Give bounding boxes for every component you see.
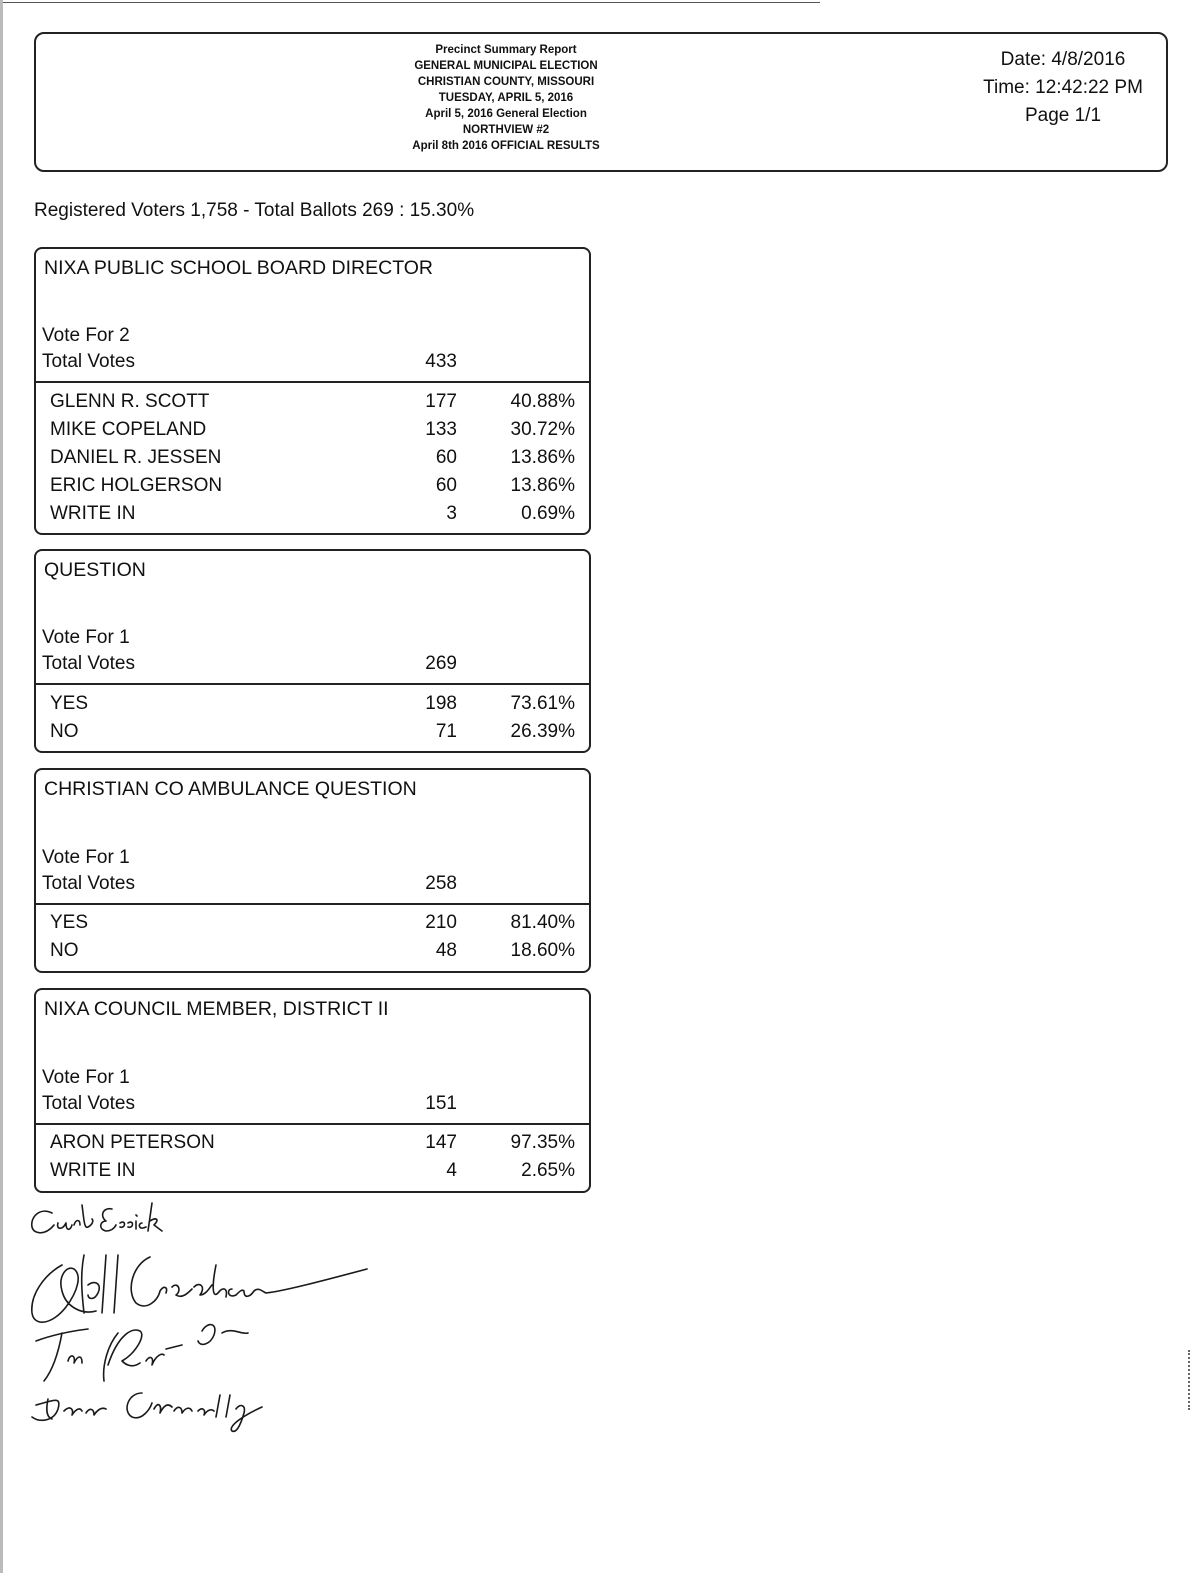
choice-percent: 26.39% (510, 721, 575, 742)
candidate-name: ERIC HOLGERSON (50, 475, 223, 496)
candidate-percent: 0.69% (521, 503, 575, 524)
table-row (36, 419, 589, 447)
scan-top-edge (0, 2, 820, 3)
candidate-percent: 13.86% (510, 475, 575, 496)
candidate-percent: 13.86% (510, 447, 575, 468)
candidate-percent: 40.88% (510, 391, 575, 412)
signatures (22, 1195, 382, 1445)
signature-1 (32, 1203, 162, 1233)
report-date: Date: 4/8/2016 (1000, 49, 1126, 70)
table-row (36, 447, 589, 475)
candidate-name: WRITE IN (50, 1160, 136, 1181)
divider (36, 1123, 589, 1125)
table-row (36, 503, 589, 531)
table-row (36, 912, 589, 940)
candidate-votes: 60 (435, 475, 457, 496)
divider (36, 903, 589, 905)
choice-name: YES (50, 693, 89, 714)
candidate-percent: 30.72% (510, 419, 575, 440)
candidate-name: DANIEL R. JESSEN (50, 447, 222, 468)
signature-4 (32, 1393, 262, 1431)
total-votes-label: Total Votes (42, 873, 135, 894)
total-votes-value: 151 (425, 1093, 457, 1114)
choice-percent: 18.60% (510, 940, 575, 961)
candidate-votes: 177 (425, 391, 457, 412)
scan-left-edge (0, 0, 3, 1573)
scan-right-mark (1188, 1350, 1191, 1410)
contest-council-member (34, 988, 591, 1193)
signature-3 (36, 1325, 248, 1381)
total-votes-value: 269 (425, 653, 457, 674)
choice-name: NO (50, 940, 79, 961)
candidate-votes: 60 (435, 447, 457, 468)
choice-percent: 81.40% (510, 912, 575, 933)
candidate-name: GLENN R. SCOTT (50, 391, 210, 412)
candidate-name: MIKE COPELAND (50, 419, 207, 440)
vote-for: Vote For 1 (42, 1067, 130, 1088)
candidate-votes: 3 (446, 503, 457, 524)
table-row (36, 475, 589, 503)
contest-question (34, 549, 591, 753)
candidate-percent: 2.65% (521, 1160, 575, 1181)
contest-title: NIXA PUBLIC SCHOOL BOARD DIRECTOR (44, 257, 434, 279)
table-row (36, 1160, 589, 1188)
report-title: Precinct Summary Report (435, 44, 577, 56)
candidate-name: WRITE IN (50, 503, 136, 524)
report-title-block (336, 42, 676, 154)
candidate-votes: 4 (446, 1160, 457, 1181)
choice-votes: 48 (435, 940, 457, 961)
vote-for: Vote For 2 (42, 325, 130, 346)
divider (36, 381, 589, 383)
choice-name: NO (50, 721, 79, 742)
table-row (36, 721, 589, 749)
page-number: Page 1/1 (1024, 105, 1102, 126)
total-votes-label: Total Votes (42, 653, 135, 674)
report-time: Time: 12:42:22 PM (983, 77, 1143, 98)
choice-percent: 73.61% (510, 693, 575, 714)
total-votes-value: 258 (425, 873, 457, 894)
choice-votes: 210 (425, 912, 457, 933)
contest-school-board (34, 247, 591, 535)
vote-for: Vote For 1 (42, 627, 130, 648)
county-name: CHRISTIAN COUNTY, MISSOURI (417, 76, 595, 88)
table-row (36, 391, 589, 419)
election-date: TUESDAY, APRIL 5, 2016 (438, 92, 574, 104)
table-row (36, 1132, 589, 1160)
signature-2 (32, 1255, 367, 1322)
contest-ambulance-question (34, 768, 591, 973)
choice-name: YES (50, 912, 89, 933)
report-header (34, 32, 1168, 172)
precinct-name: NORTHVIEW #2 (462, 124, 550, 136)
choice-votes: 198 (425, 693, 457, 714)
contest-title: CHRISTIAN CO AMBULANCE QUESTION (44, 778, 417, 800)
total-votes-value: 433 (425, 351, 457, 372)
choice-votes: 71 (435, 721, 457, 742)
candidate-percent: 97.35% (510, 1132, 575, 1153)
candidate-votes: 133 (425, 419, 457, 440)
total-votes-label: Total Votes (42, 1093, 135, 1114)
candidate-name: ARON PETERSON (50, 1132, 215, 1153)
vote-for: Vote For 1 (42, 847, 130, 868)
total-votes-label: Total Votes (42, 351, 135, 372)
results-status: April 8th 2016 OFFICIAL RESULTS (412, 140, 600, 152)
contest-title: NIXA COUNCIL MEMBER, DISTRICT II (44, 998, 389, 1020)
turnout-summary: Registered Voters 1,758 - Total Ballots 269 : 15.30% (34, 200, 475, 221)
election-label: April 5, 2016 General Election (425, 108, 587, 120)
divider (36, 683, 589, 685)
table-row (36, 693, 589, 721)
contest-title: QUESTION (44, 559, 146, 581)
candidate-votes: 147 (425, 1132, 457, 1153)
report-meta (968, 46, 1158, 130)
election-name: GENERAL MUNICIPAL ELECTION (414, 60, 598, 72)
table-row (36, 940, 589, 968)
